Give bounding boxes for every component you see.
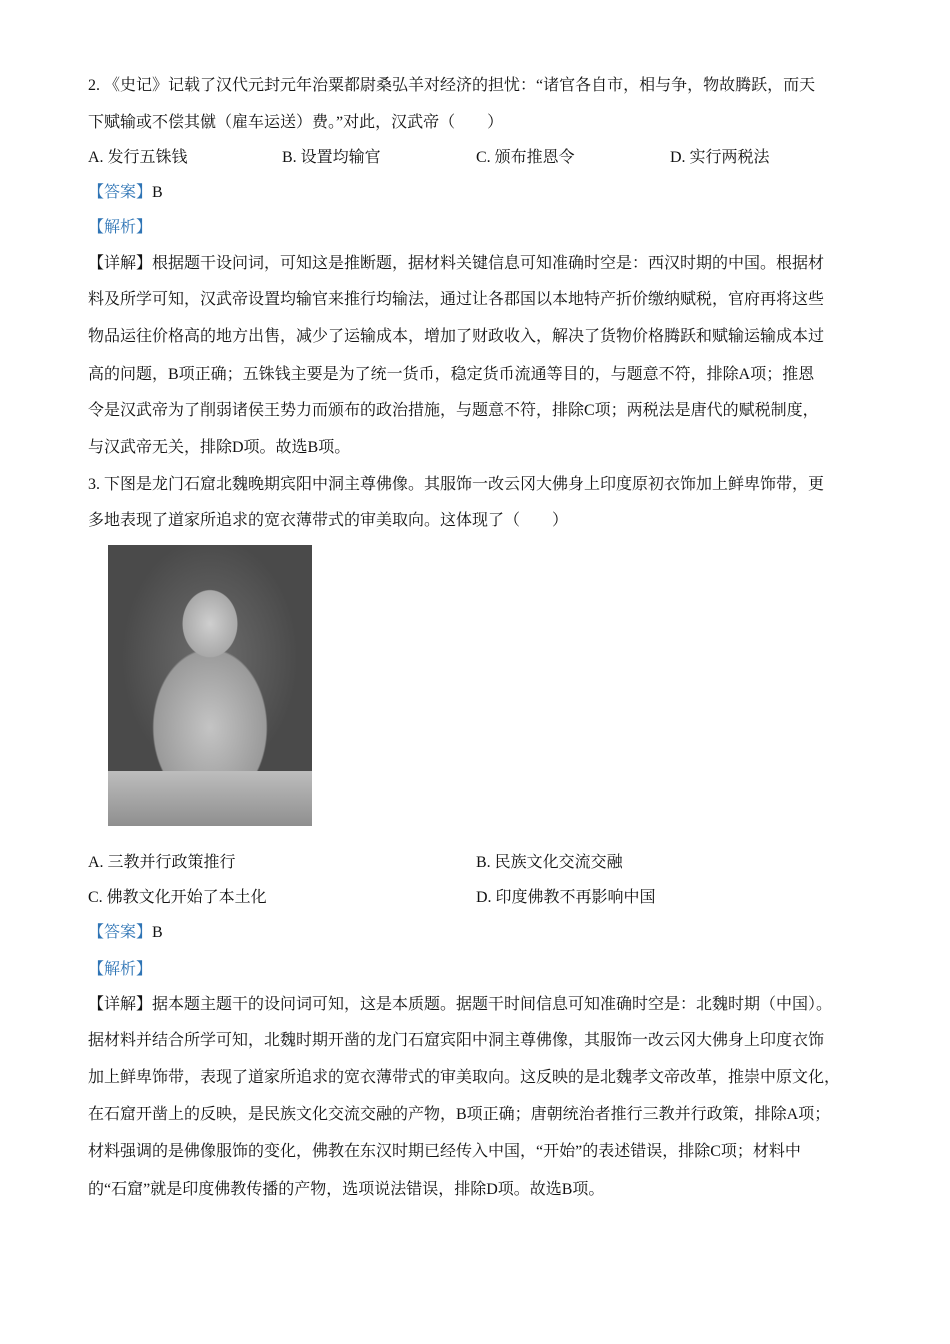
q3-stem-line: 3. 下图是龙门石窟北魏晚期宾阳中洞主尊佛像。其服饰一改云冈大佛身上印度原初衣饰加上鲜卑饰带，更 [88, 476, 825, 493]
q3-detail-line: 材料强调的是佛像服饰的变化，佛教在东汉时期已经传入中国，“开始”的表述错误，排除C项；材料中 [88, 1143, 801, 1160]
q3-detail-line [88, 995, 832, 1015]
detail-text: 据本题主题干的设问词可知，这是本质题。据题干时间信息可知准确时空是：北魏时期（中国）。 [152, 996, 833, 1013]
q3-option-b: B. 民族文化交流交融 [476, 854, 623, 871]
answer-value: B [152, 924, 163, 941]
q2-option-d: D. 实行两税法 [670, 149, 770, 166]
q3-option-a: A. 三教并行政策推行 [88, 854, 236, 871]
q2-answer [88, 183, 163, 203]
q2-detail-line [88, 254, 824, 274]
detail-label: 【详解】 [88, 255, 153, 272]
q2-detail-line: 令是汉武帝为了削弱诸侯王势力而颁布的政治措施，与题意不符，排除C项；两税法是唐代的赋税制度， [88, 402, 819, 419]
q3-detail-line: 的“石窟”就是印度佛教传播的产物，选项说法错误，排除D项。故选B项。 [88, 1181, 605, 1198]
detail-text: 根据题干设问词，可知这是推断题，据材料关键信息可知准确时空是：西汉时期的中国。根据材 [152, 255, 825, 272]
q3-stem-line: 多地表现了道家所追求的宽衣薄带式的审美取向。这体现了（ ） [88, 512, 569, 529]
q2-stem-line: 下赋输或不偿其僦（雇车运送）费。”对此，汉武帝（ ） [88, 114, 504, 131]
q2-stem-line: 2. 《史记》记载了汉代元封元年治粟都尉桑弘羊对经济的担忧：“诸官各自市，相与争，物故腾跃，而天 [88, 77, 816, 94]
q2-option-c: C. 颁布推恩令 [476, 149, 575, 166]
q2-option-a: A. 发行五铢钱 [88, 149, 188, 166]
q2-detail-line: 与汉武帝无关，排除D项。故选B项。 [88, 439, 351, 456]
q3-detail-line: 在石窟开凿上的反映，是民族文化交流交融的产物，B项正确；唐朝统治者推行三教并行政策，排除A项； [88, 1106, 831, 1123]
q3-analysis-label: 【解析】 [88, 961, 153, 978]
q2-analysis-label: 【解析】 [88, 219, 153, 236]
q2-detail-line: 高的问题，B项正确；五铢钱主要是为了统一货币，稳定货币流通等目的，与题意不符，排除A项；推恩 [88, 366, 815, 383]
detail-label: 【详解】 [88, 996, 153, 1013]
answer-label: 【答案】 [88, 184, 153, 201]
q3-detail-line: 据材料并结合所学可知，北魏时期开凿的龙门石窟宾阳中洞主尊佛像，其服饰一改云冈大佛身上印度衣饰 [88, 1032, 825, 1049]
q3-answer [88, 923, 163, 943]
q3-option-c: C. 佛教文化开始了本土化 [88, 889, 267, 906]
q3-option-d: D. 印度佛教不再影响中国 [476, 889, 656, 906]
q3-detail-line: 加上鲜卑饰带，表现了道家所追求的宽衣薄带式的审美取向。这反映的是北魏孝文帝改革，推崇中原文化， [88, 1069, 841, 1086]
answer-value: B [152, 184, 163, 201]
q2-option-b: B. 设置均输官 [282, 149, 381, 166]
answer-label: 【答案】 [88, 924, 153, 941]
buddha-statue-photo [108, 545, 312, 826]
q2-detail-line: 物品运往价格高的地方出售，减少了运输成本，增加了财政收入，解决了货物价格腾跃和赋输运输成本过 [88, 328, 825, 345]
q2-detail-line: 料及所学可知，汉武帝设置均输官来推行均输法，通过让各郡国以本地特产折价缴纳赋税，官府再将这些 [88, 291, 825, 308]
